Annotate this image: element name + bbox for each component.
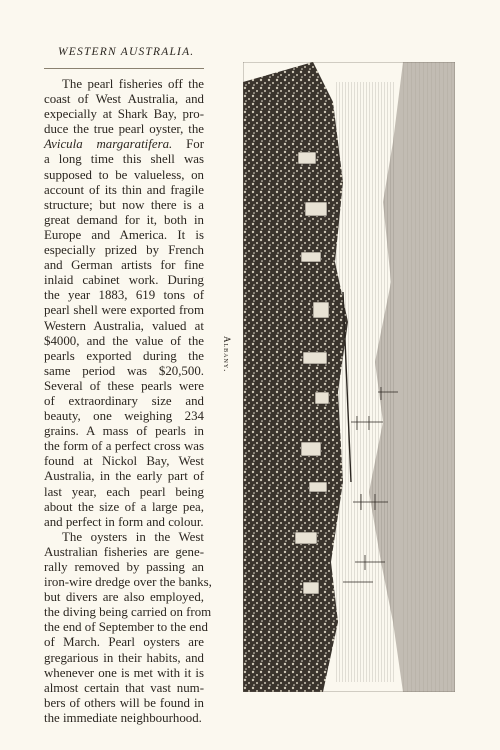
text-line: bers of others will be found in: [44, 695, 204, 710]
paragraph-2: [44, 529, 212, 726]
text-line: the form of a perfect cross was: [44, 439, 204, 454]
text-line: pearl shell were exported from: [44, 303, 204, 318]
text-line: coast of West Australia, and: [44, 92, 204, 107]
text-line: $4000, and the value of the: [44, 333, 204, 348]
text-fragment: For: [186, 137, 204, 152]
text-line: supposed to be valueless, on: [44, 167, 204, 182]
text-line: especially prized by French: [44, 243, 204, 258]
text-line: of extraordinary size and: [44, 393, 204, 408]
species-name: Avicula margaratifera.: [44, 137, 173, 152]
text-line: grains. A mass of pearls in: [44, 424, 204, 439]
text-line: Europe and America. It is: [44, 227, 204, 242]
body-text-column: [44, 77, 212, 726]
text-line: duce the true pearl oyster, the: [44, 122, 204, 137]
text-line: The oysters in the West: [62, 529, 204, 544]
text-line: great demand for it, both in: [44, 212, 204, 227]
text-line: of March. Pearl oysters are: [44, 635, 204, 650]
text-line: pearls exported during the: [44, 348, 204, 363]
text-line: beauty, one weighing 234: [44, 409, 204, 424]
text-line-with-species: [44, 137, 204, 152]
paragraph-1: [44, 77, 204, 530]
text-line: and perfect in form and colour.: [44, 514, 204, 529]
text-line: structure; but now there is a: [44, 197, 204, 212]
text-line: and German artists for fine: [44, 258, 204, 273]
text-line: but divers are also employed,: [44, 590, 204, 605]
text-line: the diving being carried on from: [44, 605, 212, 620]
town-hillside: [243, 62, 348, 692]
text-line: Several of these pearls were: [44, 378, 204, 393]
text-line: the year 1883, 619 tons of: [44, 288, 204, 303]
text-line: whenever one is met with it is: [44, 665, 204, 680]
text-line: about the size of a large pea,: [44, 499, 204, 514]
text-line: almost certain that vast num-: [44, 680, 204, 695]
text-line: The pearl fisheries off the: [62, 77, 204, 91]
text-line: same period was $20,500.: [44, 363, 204, 378]
text-line: account of its thin and fragile: [44, 182, 204, 197]
text-line: Australian fisheries are gene-: [44, 544, 204, 559]
text-line: last year, each pearl being: [44, 484, 204, 499]
text-line: a long time this shell was: [44, 152, 204, 167]
text-line: iron-wire dredge over the banks,: [44, 575, 212, 590]
text-line: found at Nickol Bay, West: [44, 454, 204, 469]
harbour-water: [335, 82, 395, 682]
text-line: rally removed by passing an: [44, 560, 204, 574]
header-rule: [44, 68, 204, 69]
text-line: gregarious in their habits, and: [44, 650, 204, 665]
figure-caption: Albany.: [222, 336, 232, 373]
text-line: the end of September to the end: [44, 620, 208, 635]
running-head: WESTERN AUSTRALIA.: [58, 46, 195, 58]
text-line: expecially at Shark Bay, pro-: [44, 107, 204, 122]
text-line: inlaid cabinet work. During: [44, 273, 204, 288]
albany-engraving: [243, 62, 455, 692]
text-line: Western Australia, valued at: [44, 318, 204, 333]
text-line: Australia, in the early part of: [44, 469, 204, 484]
text-line: the immediate neighbourhood.: [44, 710, 202, 725]
